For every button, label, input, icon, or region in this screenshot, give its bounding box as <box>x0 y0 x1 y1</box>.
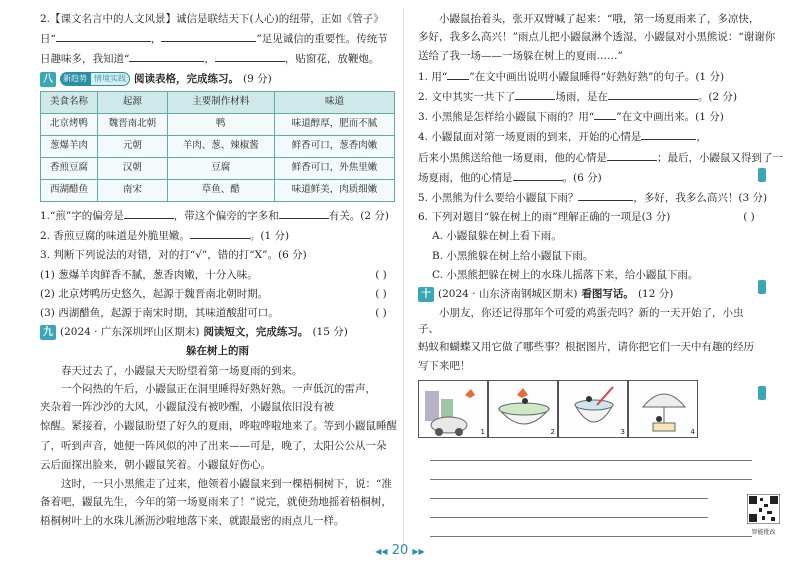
answer-blank[interactable] <box>641 129 696 140</box>
story-line: 春天过去了，小鼹鼠天天盼望着第一场夏雨的到来。 <box>61 364 303 377</box>
answer-blank[interactable] <box>515 89 555 100</box>
page-footer <box>0 542 800 561</box>
table-row <box>41 157 395 179</box>
q2-line-2: 日“ ， ”足见诚信的重要性。传统节 <box>40 33 388 46</box>
table-header: 味道 <box>275 91 395 113</box>
prompt-line: 小朋友，你还记得那年个可爱的鸡蛋壳吗？新的一天开始了，小虫子、 <box>418 307 744 335</box>
table-cell: 葱爆羊肉 <box>41 135 98 157</box>
page-number: 20 <box>391 543 409 559</box>
section-title: 阅读表格，完成练习。 <box>134 72 239 85</box>
picture-panel <box>488 380 558 438</box>
answer-blank[interactable] <box>607 150 657 161</box>
side-tab <box>758 386 766 400</box>
picture-panel <box>628 380 698 438</box>
section-source: (2024 · 山东济南钢城区期末) <box>438 288 578 301</box>
table-cell: 羊肉、葱、辣椒酱 <box>167 135 274 157</box>
writing-area[interactable] <box>430 442 752 537</box>
table-cell: 元朝 <box>98 135 168 157</box>
section-source: (2024 · 广东深圳坪山区期末) <box>60 326 200 339</box>
section-9-header <box>40 325 395 340</box>
prompt-line: 蚂蚁和蝴蝶又用它做了哪些事？根据图片，请你把它们一天中有趣的经历 <box>418 340 754 353</box>
table-cell: 味道醇厚，肥而不腻 <box>275 113 395 135</box>
question-4: 4. 小鼹鼠面对第一场夏雨的到来，开始的心情是 ， <box>418 131 707 144</box>
section-score: (9 分) <box>243 72 272 85</box>
column-divider <box>403 8 404 548</box>
answer-blank[interactable] <box>279 208 329 219</box>
picture-panel <box>558 380 628 438</box>
question-4-cont: 场夏雨，他的心情是 。(6 分) <box>418 171 602 184</box>
answer-paren[interactable]: ( ) <box>375 287 387 300</box>
left-column <box>40 12 395 534</box>
writing-line[interactable] <box>430 442 752 461</box>
section-title: 看图写话。 <box>581 288 634 301</box>
table-cell: 鲜香可口，外焦里嫩 <box>275 157 395 179</box>
table-header-row <box>41 91 395 113</box>
prompt-line: 写下来吧！ <box>418 359 471 372</box>
table-cell: 豆腐 <box>167 157 274 179</box>
q2-line-1: 2.【课文名言中的人文风景】诚信是联结天下(人心)的纽带，正如《管子》 <box>40 13 384 25</box>
qr-code-icon <box>747 494 780 524</box>
story-line: 惊醒。紧接着，小鼹鼠盼望了好久的夏雨，哗啦哗啦地来了。等到小鼹鼠睡醒 <box>40 420 397 433</box>
question-2: 2. 文中其实一共下了 场雨，是在 。(2 分) <box>418 90 738 103</box>
answer-blank[interactable] <box>124 208 174 219</box>
car-eggshell-illustration <box>419 381 489 439</box>
next-arrow-icon: ▶▶ <box>412 547 425 557</box>
table-cell: 味道鲜美，肉质细嫩 <box>275 179 395 201</box>
table-cell: 草鱼、醋 <box>167 179 274 201</box>
section-score: (15 分) <box>312 326 348 339</box>
prev-arrow-icon: ◀◀ <box>375 547 388 557</box>
story-line: 送给了我一场——一场躲在树上的夏雨……” <box>418 50 623 63</box>
q2-line-3: 日趣味多，我知道“ ， ，贴窗花，放鞭炮。 <box>40 53 380 66</box>
section-score: (12 分) <box>637 288 674 301</box>
table-cell: 鲜香可口，葱香肉嫩 <box>275 135 395 157</box>
table-cell: 魏晋南北朝 <box>98 113 168 135</box>
answer-blank[interactable] <box>190 228 250 239</box>
table-cell: 北京烤鸭 <box>41 113 98 135</box>
table-cell: 香煎豆腐 <box>41 157 98 179</box>
option-c[interactable]: C. 小黑熊把躲在树上的水珠儿摇落下来，给小鼹鼠下雨。 <box>432 268 699 281</box>
judge-item: (1) 葱爆羊肉鲜香不腻，葱香肉嫩，十分入味。 ( ) <box>40 268 395 283</box>
question-2: 2. 香煎豆腐的味道是外脆里嫩。 。(1 分) <box>40 230 290 243</box>
option-b[interactable]: B. 小黑熊躲在树上给小鼹鼠下雨。 <box>432 249 594 262</box>
table-row <box>41 113 395 135</box>
question-4-cont: 后来小黑熊送给他一场夏雨，他的心情是 ；最后，小鼹鼠又得到了一 <box>418 151 783 164</box>
qr-label: 智能批改 <box>751 529 776 537</box>
table-cell: 鸭 <box>167 113 274 135</box>
section-number: 八 <box>40 72 56 87</box>
question-1: 1. 用“ ”在文中画出说明小鼹鼠睡得“好熟好熟”的句子。(1 分) <box>418 70 725 83</box>
answer-paren[interactable]: ( ) <box>743 211 755 224</box>
table-header: 起源 <box>98 91 168 113</box>
question-3: 3. 判断下列说法的对错，对的打“√”，错的打“X”。(6 分) <box>40 249 307 262</box>
section-8-header <box>40 72 395 87</box>
section-10-header <box>418 287 763 302</box>
section-number: 九 <box>40 325 56 340</box>
question-6: 6. 下列对题目“躲在树上的雨”理解正确的一项是(3 分) ( ) <box>418 210 763 225</box>
table-header: 美食名称 <box>41 91 98 113</box>
story-line: 多好，我多么高兴！”雨点儿把小鼹鼠淋个透湿，小鼹鼠对小黑熊说：“谢谢你 <box>418 31 776 44</box>
trend-badge: 新趋势 <box>60 72 90 86</box>
judge-item: (2) 北京烤鸭历史悠久，起源于魏晋南北朝时期。 ( ) <box>40 287 395 302</box>
answer-blank[interactable] <box>56 31 151 42</box>
writing-line[interactable] <box>430 461 752 480</box>
picture-strip <box>418 380 763 438</box>
practice-badge: 情境实践 <box>90 72 130 86</box>
story-line: 云后面探出脸来，朝小鼹鼠笑着。小鼹鼠好伤心。 <box>40 458 271 471</box>
table-row <box>41 135 395 157</box>
side-tab <box>758 280 766 294</box>
writing-line[interactable] <box>430 518 752 537</box>
table-cell: 汉朝 <box>98 157 168 179</box>
picture-panel <box>418 380 488 438</box>
food-table <box>40 91 395 202</box>
side-tab <box>758 168 766 182</box>
umbrella-eggshell-illustration <box>629 381 699 439</box>
panel-number: 2 <box>550 428 555 437</box>
cup-eggshell-illustration <box>559 381 629 439</box>
answer-blank[interactable] <box>578 190 633 201</box>
answer-blank[interactable] <box>513 170 563 181</box>
story-line: 一个闷热的午后，小鼹鼠正在洞里睡得好熟好熟。一声低沉的雷声， <box>61 382 376 395</box>
table-cell: 西湖醋鱼 <box>41 179 98 201</box>
writing-line[interactable] <box>430 499 708 518</box>
answer-paren[interactable]: ( ) <box>375 306 387 319</box>
story-line: 这时，一只小黑熊走了过来，他领着小鼹鼠来到一棵梧桐树下，说：“准 <box>61 477 392 490</box>
qr-code[interactable] <box>747 494 780 537</box>
story-line: 了，听到声音，她便一阵风似的冲了出来——可是，晚了，太阳公公从一朵 <box>40 439 387 452</box>
story-line: 夹杂着一阵沙沙的大风，小鼹鼠没有被吵醒，小鼹鼠依旧没有被 <box>40 401 334 414</box>
answer-blank[interactable] <box>215 51 285 62</box>
table-cell: 南宋 <box>98 179 168 201</box>
section-number: 十 <box>418 287 434 302</box>
bowl-eggshell-illustration <box>489 381 559 439</box>
writing-line[interactable] <box>430 480 708 499</box>
story-title: 躲在树上的雨 <box>186 345 249 358</box>
story-line: 梧桐树叶上的水珠儿淅沥沙啦地落下来，就跟最密的雨点儿一样。 <box>40 515 345 528</box>
panel-number: 1 <box>480 428 485 437</box>
story-line: 备着吧，鼹鼠先生，今年的第一场夏雨来了！”说完，就使劲地摇着梧桐树， <box>40 496 392 509</box>
answer-blank[interactable] <box>161 31 256 42</box>
judge-item: (3) 西湖醋鱼，起源于南宋时期，其味道酸甜可口。 ( ) <box>40 306 395 321</box>
answer-blank[interactable] <box>608 89 698 100</box>
question-5: 5. 小黑熊为什么要给小鼹鼠下雨？ ，多好，我多么高兴！(3 分) <box>418 191 768 204</box>
panel-number: 3 <box>620 428 625 437</box>
option-a[interactable]: A. 小鼹鼠躲在树上看下雨。 <box>432 230 562 243</box>
underline-sample <box>594 109 616 120</box>
section-title: 阅读短文，完成练习。 <box>203 326 309 339</box>
question-1: 1.“煎”字的偏旁是 ，带这个偏旁的字多和 有关。(2 分) <box>40 209 389 222</box>
underline-sample <box>447 69 469 80</box>
table-header: 主要制作材料 <box>167 91 274 113</box>
question-3: 3. 小黑熊是怎样给小鼹鼠下雨的？用“ ”在文中画出来。(1 分) <box>418 111 724 124</box>
answer-paren[interactable]: ( ) <box>375 268 387 281</box>
answer-blank[interactable] <box>129 51 204 62</box>
table-row <box>41 179 395 201</box>
story-line: 小鼹鼠抬着头，张开双臂喊了起来：“哦，第一场夏雨来了，多凉快， <box>439 13 760 25</box>
panel-number: 4 <box>690 428 695 437</box>
